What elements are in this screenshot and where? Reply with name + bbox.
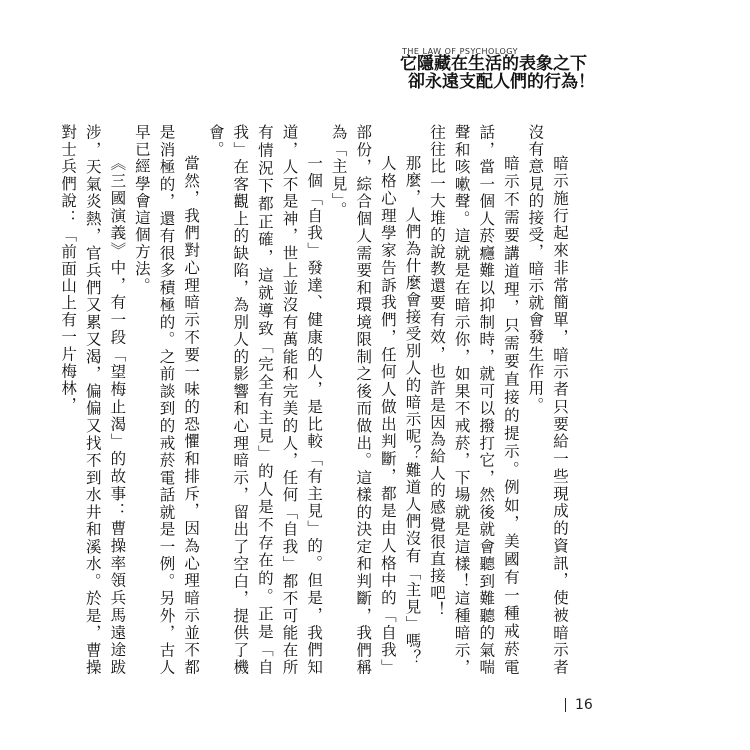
running-header	[400, 48, 595, 92]
body-text	[59, 124, 572, 676]
footer-divider	[565, 698, 566, 712]
header-title-line-1: 它隱藏在生活的表象之下	[400, 54, 587, 75]
paragraph-6: 當然，我們對心理暗示不要一味的恐懼和排斥，因為心理暗示並不都是消極的，還有很多積極的。之前談到的戒菸電話就是一例。另外，古人早已經學會這個方法。	[132, 124, 201, 676]
paragraph-3: 那麼，人們為什麼會接受別人的暗示呢？難道人們沒有「主見」嗎？	[403, 155, 422, 667]
paragraph-4: 人格心理學家告訴我們，任何人做出判斷，都是由人格中的「自我」部份，綜合個人需要和環境限制之後而做出。這樣的決定和判斷，我們稱為「主見」。	[329, 124, 397, 676]
header-title-line-2: 卻永遠支配人們的行為！	[408, 72, 595, 93]
paragraph-7: 《三國演義》中，有一段「望梅止渴」的故事：曹操率領兵馬遠途跋涉，天氣炎熱，官兵們又累又渴，偏偏又找不到水井和溪水。於是，曹操對士兵們說：「前面山上有一片梅林，	[59, 124, 127, 676]
paragraph-2: 暗示不需要講道理，只需要直接的提示。例如，美國有一種戒菸電話，當一個人菸癮難以抑制時，就可以撥打它，然後就會聽到難聽的氣喘聲和咳嗽聲。這就是在暗示你，如果不戒菸，下場就是這樣！這種暗示，往往比一大堆的說教還要有效，也許是因為給人的感覺很直接吧！	[428, 124, 520, 676]
paragraph-1: 暗示施行起來非常簡單，暗示者只要給一些現成的資訊，使被暗示者沒有意見的接受，暗示就會發生作用。	[526, 124, 569, 676]
page-footer	[556, 697, 593, 713]
series-title: THE LAW OF PSYCHOLOGY	[402, 47, 518, 56]
paragraph-5: 一個「自我」發達、健康的人，是比較「有主見」的。但是，我們知道，人不是神，世上並沒有萬能和完美的人，任何「自我」都不可能在所有情況下都正確，這就導致「完全有主見」的人是不存在的。正是「自我」在客觀上的缺陷，為別人的影響和心理暗示，留出了空白，提供了機會。	[206, 124, 324, 676]
page-number: 16	[575, 697, 593, 713]
